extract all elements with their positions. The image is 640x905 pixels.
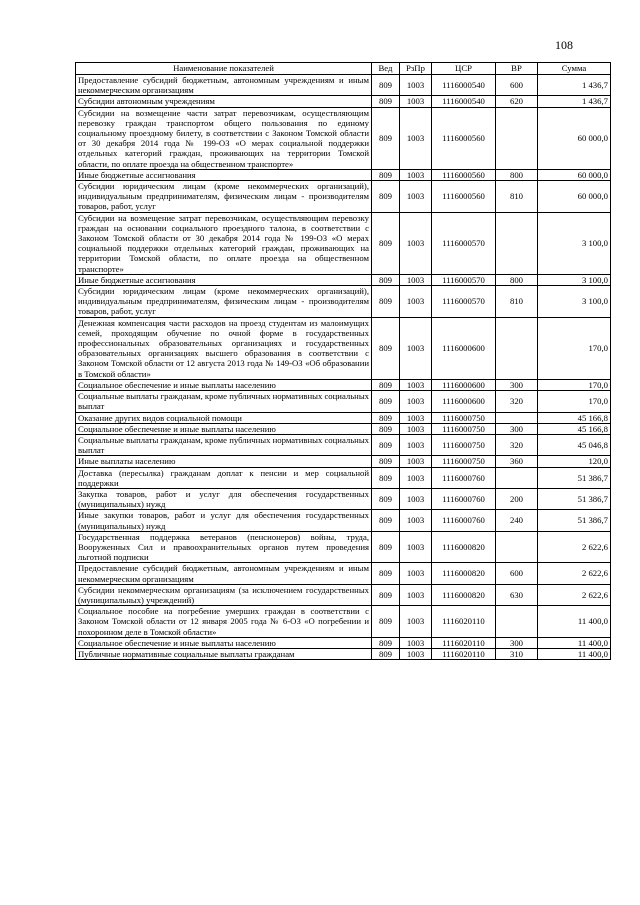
row-name: Доставка (пересылка) гражданам доплат к пенсии и мер социальной поддержки (76, 467, 372, 488)
row-sum: 45 046,8 (538, 434, 611, 455)
row-sum: 3 100,0 (538, 274, 611, 285)
row-sum: 170,0 (538, 391, 611, 412)
row-vr: 200 (496, 488, 538, 509)
row-vr (496, 531, 538, 563)
row-ved: 809 (372, 563, 400, 584)
table-body (76, 75, 611, 660)
row-sum: 11 400,0 (538, 606, 611, 638)
row-vr: 360 (496, 456, 538, 467)
row-sum: 1 436,7 (538, 75, 611, 96)
row-rzpr: 1003 (400, 286, 432, 318)
row-rzpr: 1003 (400, 467, 432, 488)
table-row (76, 286, 611, 318)
table-row (76, 488, 611, 509)
budget-table (75, 62, 611, 660)
table-row (76, 75, 611, 96)
table-row (76, 606, 611, 638)
row-ved: 809 (372, 412, 400, 423)
row-name: Социальные выплаты гражданам, кроме публичных нормативных социальных выплат (76, 391, 372, 412)
row-ved: 809 (372, 169, 400, 180)
row-rzpr: 1003 (400, 391, 432, 412)
row-csr: 1116000750 (432, 412, 496, 423)
row-sum: 2 622,6 (538, 563, 611, 584)
row-rzpr: 1003 (400, 584, 432, 605)
row-ved: 809 (372, 96, 400, 107)
row-ved: 809 (372, 488, 400, 509)
row-sum: 11 400,0 (538, 637, 611, 648)
table-row (76, 317, 611, 379)
header-vr: ВР (496, 63, 538, 75)
row-csr: 1116020110 (432, 606, 496, 638)
row-csr: 1116000760 (432, 467, 496, 488)
row-sum: 1 436,7 (538, 96, 611, 107)
table-row (76, 212, 611, 274)
row-vr (496, 212, 538, 274)
row-vr: 600 (496, 75, 538, 96)
row-vr (496, 412, 538, 423)
row-rzpr: 1003 (400, 96, 432, 107)
row-name: Предоставление субсидий бюджетным, автономным учреждениям и иным некоммерческим организациям (76, 563, 372, 584)
row-name: Субсидии юридическим лицам (кроме некоммерческих организаций), индивидуальным предпринимателям, физическим лицам - производителям товаров, работ, услуг (76, 181, 372, 213)
row-rzpr: 1003 (400, 434, 432, 455)
row-sum: 60 000,0 (538, 181, 611, 213)
row-csr: 1116020110 (432, 637, 496, 648)
row-ved: 809 (372, 456, 400, 467)
row-ved: 809 (372, 75, 400, 96)
row-sum: 51 386,7 (538, 467, 611, 488)
table-header-row (76, 63, 611, 75)
row-rzpr: 1003 (400, 317, 432, 379)
row-csr: 1116000820 (432, 563, 496, 584)
page-number: 108 (555, 38, 573, 52)
row-sum: 3 100,0 (538, 212, 611, 274)
row-sum: 2 622,6 (538, 531, 611, 563)
row-ved: 809 (372, 423, 400, 434)
table-row (76, 434, 611, 455)
row-csr: 1116000820 (432, 584, 496, 605)
row-csr: 1116000820 (432, 531, 496, 563)
row-vr: 300 (496, 637, 538, 648)
row-vr: 630 (496, 584, 538, 605)
row-name: Предоставление субсидий бюджетным, автономным учреждениям и иным некоммерческим организациям (76, 75, 372, 96)
row-sum: 45 166,8 (538, 423, 611, 434)
table-row (76, 467, 611, 488)
table-row (76, 531, 611, 563)
row-sum: 51 386,7 (538, 488, 611, 509)
row-sum: 11 400,0 (538, 648, 611, 659)
table-row (76, 637, 611, 648)
row-ved: 809 (372, 274, 400, 285)
row-ved: 809 (372, 212, 400, 274)
row-vr: 800 (496, 169, 538, 180)
row-rzpr: 1003 (400, 531, 432, 563)
row-rzpr: 1003 (400, 648, 432, 659)
row-name: Иные бюджетные ассигнования (76, 169, 372, 180)
row-rzpr: 1003 (400, 606, 432, 638)
table-row (76, 181, 611, 213)
row-rzpr: 1003 (400, 456, 432, 467)
row-name: Иные бюджетные ассигнования (76, 274, 372, 285)
row-csr: 1116000560 (432, 169, 496, 180)
table-row (76, 584, 611, 605)
table-row (76, 379, 611, 390)
row-csr: 1116000750 (432, 456, 496, 467)
row-vr: 310 (496, 648, 538, 659)
row-csr: 1116000750 (432, 434, 496, 455)
row-rzpr: 1003 (400, 181, 432, 213)
row-rzpr: 1003 (400, 637, 432, 648)
row-csr: 1116000570 (432, 286, 496, 318)
row-csr: 1116000600 (432, 317, 496, 379)
row-csr: 1116000560 (432, 107, 496, 169)
table-row (76, 107, 611, 169)
row-ved: 809 (372, 317, 400, 379)
row-vr (496, 317, 538, 379)
row-vr (496, 467, 538, 488)
row-vr: 620 (496, 96, 538, 107)
row-csr: 1116000760 (432, 510, 496, 531)
row-rzpr: 1003 (400, 169, 432, 180)
row-name: Государственная поддержка ветеранов (пенсионеров) войны, труда, Вооруженных Сил и правоохранительных органов путем проведения льготной подписки (76, 531, 372, 563)
row-name: Субсидии некоммерческим организациям (за исключением государственных (муниципальных) учреждений) (76, 584, 372, 605)
row-csr: 1116000540 (432, 96, 496, 107)
row-csr: 1116000600 (432, 379, 496, 390)
table-row (76, 96, 611, 107)
row-sum: 170,0 (538, 317, 611, 379)
row-name: Социальное пособие на погребение умерших граждан в соответствии с Законом Томской области от 12 января 2005 года № 6-ОЗ «О погребении и похоронном деле в Томской области» (76, 606, 372, 638)
row-sum: 51 386,7 (538, 510, 611, 531)
header-sum: Сумма (538, 63, 611, 75)
row-vr: 810 (496, 181, 538, 213)
row-rzpr: 1003 (400, 412, 432, 423)
row-sum: 45 166,8 (538, 412, 611, 423)
row-rzpr: 1003 (400, 488, 432, 509)
row-ved: 809 (372, 606, 400, 638)
row-vr (496, 107, 538, 169)
row-name: Публичные нормативные социальные выплаты гражданам (76, 648, 372, 659)
row-ved: 809 (372, 391, 400, 412)
row-vr: 320 (496, 434, 538, 455)
table-row (76, 169, 611, 180)
row-rzpr: 1003 (400, 423, 432, 434)
row-ved: 809 (372, 648, 400, 659)
row-ved: 809 (372, 434, 400, 455)
row-ved: 809 (372, 181, 400, 213)
row-name: Социальное обеспечение и иные выплаты населению (76, 423, 372, 434)
row-rzpr: 1003 (400, 107, 432, 169)
row-name: Субсидии на возмещение затрат перевозчикам, осуществляющим перевозку граждан на основании социального проездного талона, в соответствии с Законом Томской области от 30 декабря 2014 года № 199-ОЗ «О мерах социальной поддержки отдельных категорий граждан, проживающих на территории Томской области, по оплате проезда на общественном транспорте» (76, 212, 372, 274)
row-sum: 2 622,6 (538, 584, 611, 605)
row-rzpr: 1003 (400, 274, 432, 285)
row-ved: 809 (372, 637, 400, 648)
row-ved: 809 (372, 107, 400, 169)
table-row (76, 563, 611, 584)
row-rzpr: 1003 (400, 510, 432, 531)
row-name: Субсидии на возмещение части затрат перевозчикам, осуществляющим перевозку граждан транспортом общего пользования по единому социальному проездному билету, в соответствии с Законом Томской области от 30 декабря 2014 года № 199-ОЗ «О мерах социальной поддержки отдельных категорий граждан, проживающих на территории Томской области, по оплате проезда на общественном транспорте» (76, 107, 372, 169)
row-vr: 600 (496, 563, 538, 584)
table-row (76, 510, 611, 531)
row-csr: 1116000760 (432, 488, 496, 509)
row-vr: 320 (496, 391, 538, 412)
table-row (76, 391, 611, 412)
row-name: Иные выплаты населению (76, 456, 372, 467)
row-csr: 1116000600 (432, 391, 496, 412)
row-name: Субсидии юридическим лицам (кроме некоммерческих организаций), индивидуальным предпринимателям, физическим лицам - производителям товаров, работ, услуг (76, 286, 372, 318)
row-sum: 120,0 (538, 456, 611, 467)
row-name: Закупка товаров, работ и услуг для обеспечения государственных (муниципальных) нужд (76, 488, 372, 509)
row-rzpr: 1003 (400, 75, 432, 96)
header-ved: Вед (372, 63, 400, 75)
row-name: Оказание других видов социальной помощи (76, 412, 372, 423)
row-sum: 60 000,0 (538, 107, 611, 169)
header-csr: ЦСР (432, 63, 496, 75)
row-name: Субсидии автономным учреждениям (76, 96, 372, 107)
row-name: Социальные выплаты гражданам, кроме публичных нормативных социальных выплат (76, 434, 372, 455)
row-vr: 300 (496, 423, 538, 434)
row-ved: 809 (372, 584, 400, 605)
table-row (76, 456, 611, 467)
row-sum: 170,0 (538, 379, 611, 390)
row-vr: 240 (496, 510, 538, 531)
row-rzpr: 1003 (400, 212, 432, 274)
row-ved: 809 (372, 510, 400, 531)
row-ved: 809 (372, 531, 400, 563)
table-row (76, 423, 611, 434)
row-sum: 3 100,0 (538, 286, 611, 318)
row-vr: 810 (496, 286, 538, 318)
table-row (76, 274, 611, 285)
row-name: Социальное обеспечение и иные выплаты населению (76, 379, 372, 390)
table-row (76, 648, 611, 659)
row-vr (496, 606, 538, 638)
row-csr: 1116000570 (432, 274, 496, 285)
row-ved: 809 (372, 467, 400, 488)
row-rzpr: 1003 (400, 379, 432, 390)
row-name: Денежная компенсация части расходов на проезд студентам из малоимущих семей, проходящим обучение по очной форме в государственных профессиональных образовательных организациях и государственных образовательных организациях высшего образования в соответствии с Законом Томской области от 12 августа 2013 года № 149-ОЗ «Об образовании в Томской области» (76, 317, 372, 379)
row-ved: 809 (372, 379, 400, 390)
row-csr: 1116000570 (432, 212, 496, 274)
table-row (76, 412, 611, 423)
row-csr: 1116000750 (432, 423, 496, 434)
row-name: Иные закупки товаров, работ и услуг для обеспечения государственных (муниципальных) нужд (76, 510, 372, 531)
row-vr: 300 (496, 379, 538, 390)
header-rzpr: РзПр (400, 63, 432, 75)
row-csr: 1116000560 (432, 181, 496, 213)
row-csr: 1116000540 (432, 75, 496, 96)
row-rzpr: 1003 (400, 563, 432, 584)
header-name: Наименование показателей (76, 63, 372, 75)
row-csr: 1116020110 (432, 648, 496, 659)
row-vr: 800 (496, 274, 538, 285)
row-sum: 60 000,0 (538, 169, 611, 180)
row-name: Социальное обеспечение и иные выплаты населению (76, 637, 372, 648)
row-ved: 809 (372, 286, 400, 318)
